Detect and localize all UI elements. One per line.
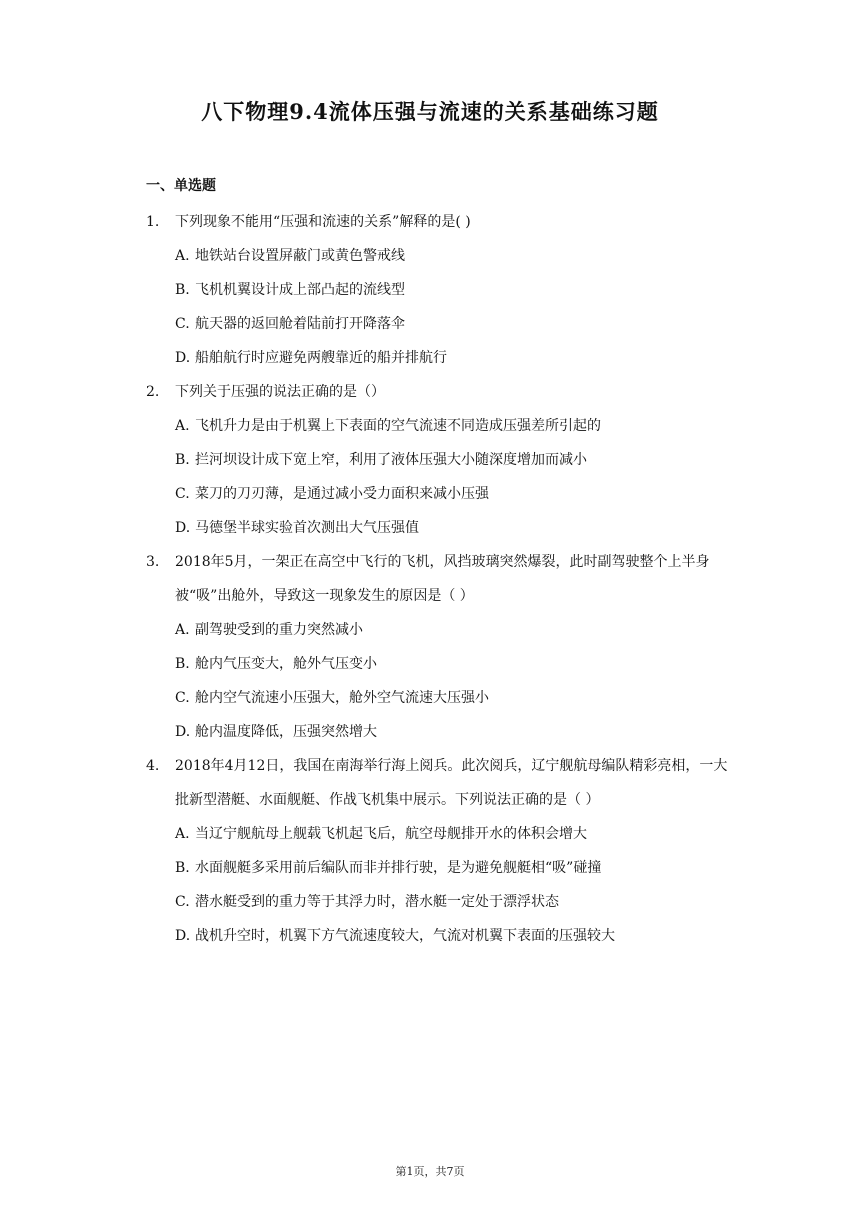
question-2 [146,375,736,545]
option-text: 水面舰艇多采用前后编队而非并排行驶，是为避免舰艇相“吸”碰撞 [195,860,602,876]
option-label: D. [175,350,191,366]
question-4 [146,749,736,953]
option-label: D. [175,724,191,740]
option-label: A. [175,622,190,638]
option-text: 舱内温度降低，压强突然增大 [195,724,377,740]
option-label: C. [175,486,190,502]
option-label: A. [175,418,190,434]
option-a [175,239,736,273]
question-number: 1. [146,214,160,230]
option-c [175,307,736,341]
option-text: 航天器的返回舱着陆前打开降落伞 [195,316,405,332]
option-text: 菜刀的刀刃薄，是通过减小受力面积来减小压强 [195,486,489,502]
option-a [175,409,736,443]
question-1 [146,205,736,375]
option-text: 战机升空时，机翼下方气流速度较大，气流对机翼下表面的压强较大 [195,928,615,944]
question-stem: 下列关于压强的说法正确的是（） [175,384,385,400]
question-number: 2. [146,384,160,400]
option-d [175,341,736,375]
page-title: 八下物理9.4流体压强与流速的关系基础练习题 [201,99,659,124]
option-label: B. [175,860,190,876]
option-b [175,647,736,681]
option-label: B. [175,452,190,468]
option-c [175,681,736,715]
option-text: 舱内空气流速小压强大，舱外空气流速大压强小 [195,690,489,706]
option-label: A. [175,248,190,264]
section-heading: 一、单选题 [146,178,216,194]
option-text: 舱内气压变大，舱外气压变小 [195,656,377,672]
question-stem: 下列现象不能用“压强和流速的关系”解释的是( ) [175,214,471,230]
option-text: 地铁站台设置屏蔽门或黄色警戒线 [195,248,405,264]
option-label: A. [175,826,190,842]
option-a [175,613,736,647]
question-number: 4. [146,758,160,774]
option-b [175,443,736,477]
option-text: 潜水艇受到的重力等于其浮力时，潜水艇一定处于漂浮状态 [195,894,559,910]
option-d [175,715,736,749]
question-number: 3. [146,554,160,570]
question-3 [146,545,736,749]
option-text: 飞机机翼设计成上部凸起的流线型 [195,282,405,298]
option-a [175,817,736,851]
option-label: C. [175,894,190,910]
option-c [175,885,736,919]
option-text: 副驾驶受到的重力突然减小 [195,622,363,638]
option-text: 马德堡半球实验首次测出大气压强值 [195,520,419,536]
question-stem: 2018年4月12日，我国在南海举行海上阅兵。此次阅兵，辽宁舰航母编队精彩亮相，一大批新型潜艇、水面舰艇、作战飞机集中展示。下列说法正确的是（ ） [175,758,728,808]
option-c [175,477,736,511]
option-label: D. [175,520,191,536]
option-label: D. [175,928,191,944]
option-b [175,273,736,307]
question-list [146,205,736,953]
page-footer: 第1页，共7页 [395,1165,465,1178]
option-d [175,511,736,545]
option-label: B. [175,656,190,672]
option-label: C. [175,690,190,706]
option-text: 当辽宁舰航母上舰载飞机起飞后，航空母舰排开水的体积会增大 [195,826,587,842]
question-stem: 2018年5月，一架正在高空中飞行的飞机，风挡玻璃突然爆裂，此时副驾驶整个上半身被“吸”出舱外，导致这一现象发生的原因是（ ） [175,554,710,604]
option-text: 飞机升力是由于机翼上下表面的空气流速不同造成压强差所引起的 [195,418,601,434]
option-label: C. [175,316,190,332]
option-label: B. [175,282,190,298]
option-b [175,851,736,885]
option-d [175,919,736,953]
option-text: 拦河坝设计成下宽上窄，利用了液体压强大小随深度增加而减小 [195,452,587,468]
option-text: 船舶航行时应避免两艘靠近的船并排航行 [195,350,447,366]
